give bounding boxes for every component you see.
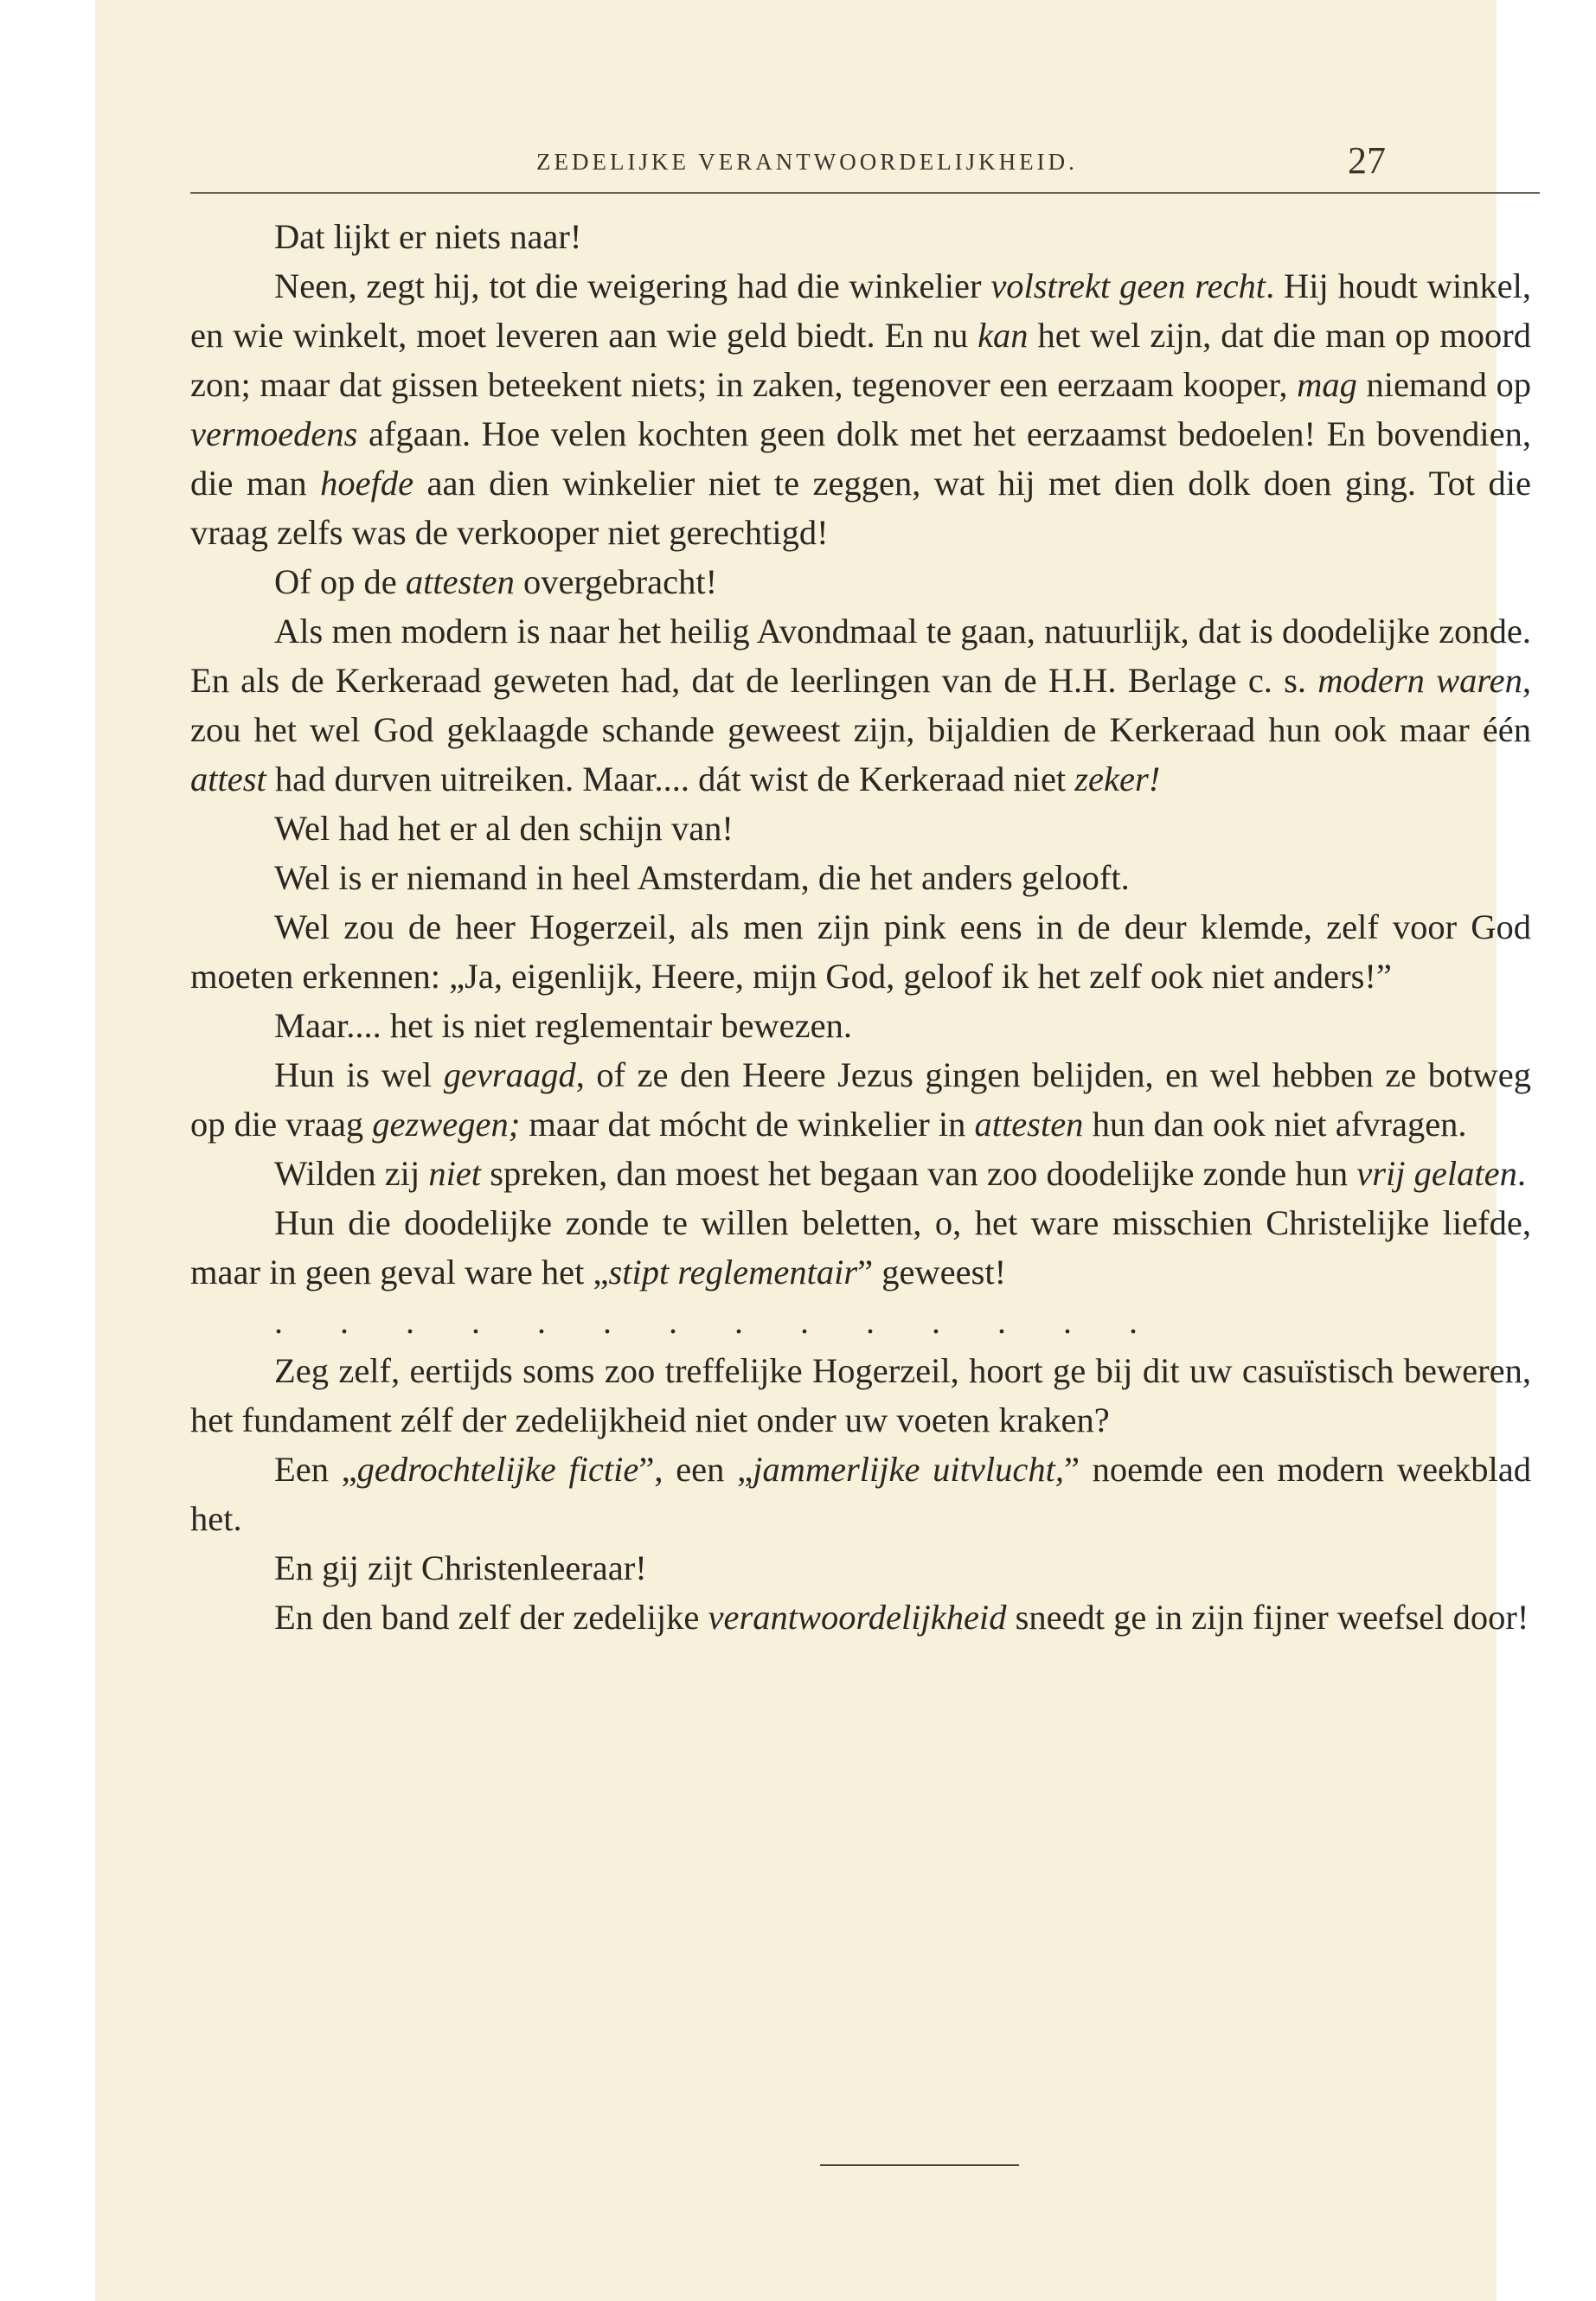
paragraph: Wilden zij niet spreken, dan moest het begaan van zoo doodelijke zonde hun vrij gelaten. — [274, 1154, 1526, 1193]
paragraph: Als men modern is naar het heilig Avondmaal te gaan, natuurlijk, dat is doodelijke zonde. En als de Kerkeraad geweten had, dat de leerlingen van de H.H. Berlage c. s. modern waren, zou het wel God geklaagde schande geweest zijn, bijaldien de Kerkeraad hun ook maar één attest had durven uitreiken. Maar.... dát wist de Kerkeraad niet zeker! — [190, 612, 1531, 798]
emphasis: volstrekt geen recht — [990, 266, 1266, 305]
paragraph: Dat lijkt er niets naar! — [274, 217, 582, 256]
end-rule — [820, 2164, 1019, 2166]
emphasis: kan — [977, 316, 1029, 355]
emphasis: hoefde — [320, 464, 414, 503]
emphasis: niet — [428, 1154, 482, 1193]
body-text — [190, 212, 1531, 1642]
paragraph: Wel had het er al den schijn van! — [274, 809, 734, 848]
paragraph: Wel is er niemand in heel Amsterdam, die het anders gelooft. — [274, 858, 1130, 897]
emphasis: modern waren — [1317, 661, 1522, 700]
emphasis: verantwoordelijkheid — [708, 1598, 1007, 1637]
emphasis: attesten — [405, 562, 515, 601]
paragraph: Neen, zegt hij, tot die weigering had die winkelier volstrekt geen recht. Hij houdt winkel, en wie winkelt, moet leveren aan wie geld biedt. En nu kan het wel zijn, dat die man op moord zon; maar dat gissen beteekent niets; in zaken, tegenover een eerzaam kooper, mag niemand op vermoedens afgaan. Hoe velen kochten geen dolk met het eerzaamst bedoelen! En bovendien, die man hoefde aan dien winkelier niet te zeggen, wat hij met dien dolk doen ging. Tot die vraag zelfs was de verkooper niet gerechtigd! — [190, 266, 1531, 552]
paragraph: En gij zijt Christenleeraar! — [274, 1548, 647, 1587]
running-title: ZEDELIJKE VERANTWOORDELIJKHEID. — [536, 149, 1078, 175]
emphasis: gevraagd — [443, 1055, 576, 1094]
paragraph: Een „gedrochtelijke fictie”, een „jammerlijke uitvlucht,” noemde een modern weekblad het. — [190, 1450, 1532, 1538]
paragraph: Wel zou de heer Hogerzeil, als men zijn pink eens in de deur klemde, zelf voor God moeten erkennen: „Ja, eigenlijk, Heere, mijn God, geloof ik het zelf ook niet anders!” — [190, 907, 1531, 996]
emphasis: mag — [1297, 365, 1357, 404]
emphasis: vrij gelaten — [1356, 1154, 1517, 1193]
emphasis: gezwegen; — [372, 1105, 521, 1144]
emphasis: attesten — [974, 1105, 1084, 1144]
emphasis: gedrochtelijke fictie — [356, 1450, 639, 1489]
emphasis: attest — [190, 760, 266, 798]
paragraph: Maar.... het is niet reglementair bewezen. — [274, 1006, 852, 1045]
paragraph: Hun is wel gevraagd, of ze den Heere Jezus gingen belijden, en wel hebben ze botweg op die vraag gezwegen; maar dat mócht de winkelier in attesten hun dan ook niet afvragen. — [190, 1055, 1531, 1144]
header-rule — [190, 192, 1540, 194]
emphasis: jammerlijke uitvlucht, — [753, 1450, 1065, 1489]
emphasis: zeker! — [1074, 760, 1161, 798]
paragraph: Hun die doodelijke zonde te willen beletten, o, het ware misschien Christelijke liefde, maar in geen geval ware het „stipt reglementair” geweest! — [190, 1203, 1531, 1292]
emphasis: vermoedens — [190, 414, 358, 453]
emphasis: stipt reglementair — [608, 1253, 858, 1292]
book-page — [95, 0, 1532, 2301]
paragraph: Zeg zelf, eertijds soms zoo treffelijke Hogerzeil, hoort ge bij dit uw casuïstisch beweren, het fundament zélf der zedelijkheid niet onder uw voeten kraken? — [190, 1351, 1531, 1439]
page-header — [95, 138, 1497, 190]
page-number: 27 — [1348, 139, 1386, 182]
section-dots: . . . . . . . . . . . . . . — [274, 1302, 1162, 1341]
paragraph: En den band zelf der zedelijke verantwoordelijkheid sneedt ge in zijn fijner weefsel door! — [274, 1598, 1529, 1637]
paragraph: Of op de attesten overgebracht! — [274, 562, 718, 601]
